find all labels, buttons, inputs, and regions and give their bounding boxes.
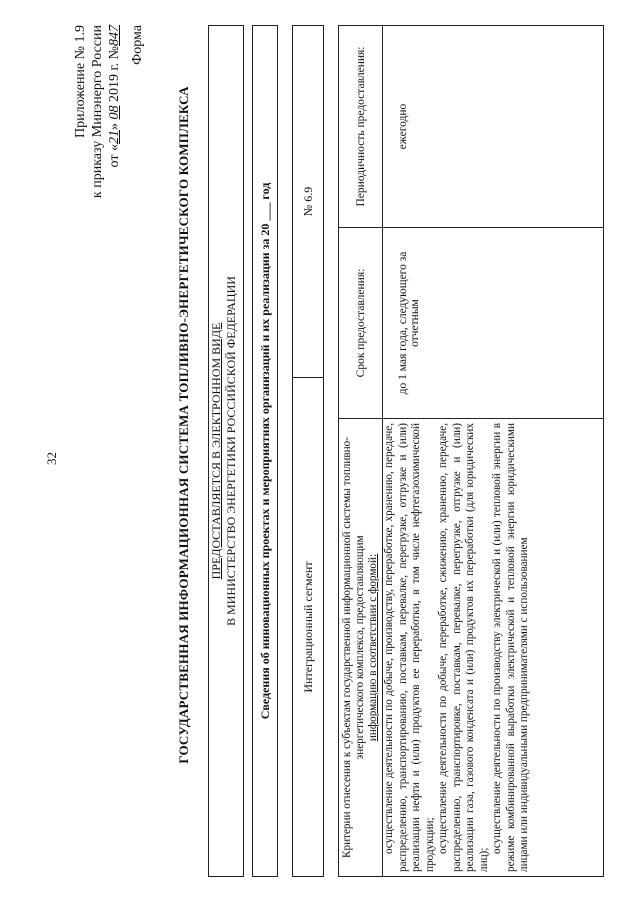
segment-box xyxy=(292,25,324,877)
annex-line3: от «21» 08 2019 г. №847 xyxy=(107,25,122,168)
criteria-table xyxy=(338,25,604,877)
submission-line1: ПРЕДОСТАВЛЯЕТСЯ В ЭЛЕКТРОННОМ ВИДЕ xyxy=(209,322,223,580)
segment-number: № 6.9 xyxy=(301,186,315,217)
deadline-header: Срок предоставления: xyxy=(339,228,383,418)
main-title: ГОСУДАРСТВЕННАЯ ИНФОРМАЦИОННАЯ СИСТЕМА ТОПЛИВНО-ЭНЕРГЕТИЧЕСКОГО КОМПЛЕКСА xyxy=(176,86,191,764)
deadline-column xyxy=(339,227,603,418)
annex-month: 08 xyxy=(107,105,122,120)
submission-line2: В МИНИСТЕРСТВО ЭНЕРГЕТИКИ РОССИЙСКОЙ ФЕДЕРАЦИИ xyxy=(224,276,238,626)
criteria-item: осуществление деятельности по производству электрической и (или) тепловой энергии в режиме комбинированной выработки электрической и тепловой энергии юридическими лицами или индивидуальными предпринимателями с использованием xyxy=(491,423,530,872)
annex-line2: к приказу Минэнерго России xyxy=(90,25,105,199)
annex-line1: Приложение № 1.9 xyxy=(73,25,88,138)
submission-box xyxy=(208,25,244,877)
criteria-header: Критерии отнесения к субъектам государственной информационной системы топливно-энергетического комплекса, предоставляющим информацию в соответствии с формой: xyxy=(339,419,383,876)
annex-number: 847 xyxy=(107,25,122,46)
criteria-item: осуществление деятельности по добыче, производству, переработке, хранению, передаче, распределению, транспортированию, поставкам, перевалке, перегрузке, отгрузке и (или) реализации нефти и (или) продуктов ее переработки, в том числе нефтегазохимической продукции; xyxy=(383,423,436,872)
report-title: Сведения об инновационных проектах и мероприятиях организаций и их реализации за 20 ___ год xyxy=(252,25,278,877)
period-column xyxy=(339,26,603,227)
criteria-column xyxy=(339,418,603,876)
period-value: ежегодно xyxy=(397,103,409,150)
page-number: 32 xyxy=(44,452,59,465)
criteria-item: осуществление деятельности по добыче, переработке, сжижению, хранению, передаче, распределению, транспортировке, поставкам, перевалке, перегрузке, отгрузке и (или) реализации газа, газового конденсата и (или) продуктов их переработки (для юридических лиц); xyxy=(437,423,490,872)
form-label: Форма xyxy=(130,25,145,65)
segment-label: Интеграционный сегмент xyxy=(293,377,323,876)
period-header: Периодичность предоставления: xyxy=(339,26,383,227)
annex-header xyxy=(72,25,123,385)
annex-day: 21 xyxy=(107,130,122,145)
deadline-value: до 1 мая года, следующего за отчетным xyxy=(397,251,421,395)
